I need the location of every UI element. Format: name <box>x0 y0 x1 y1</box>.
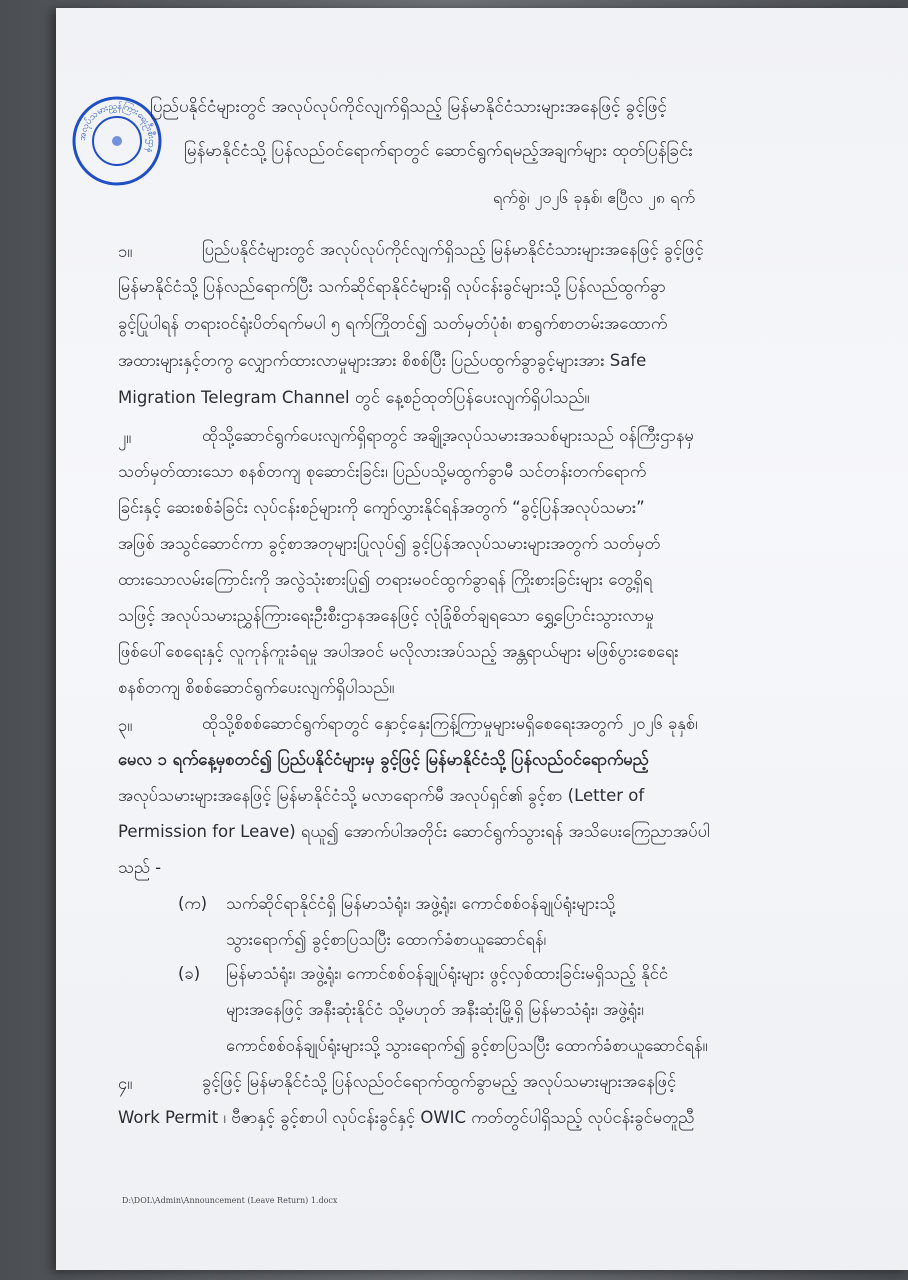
para1-number: ၁။ <box>118 242 133 261</box>
para2-line: ခြင်းနှင့် ဆေးစစ်ခံခြင်း လုပ်ငန်းစဉ်များကို ကျော်လွှားနိုင်ရန်အတွက် “ခွင့်ပြန်အလုပ်သမား” <box>118 498 645 517</box>
para1-line: ခွင့်ပြုပါရန် တရားဝင်ရုံးပိတ်ရက်မပါ ၅ ရက်ကြိုတင်၍ သတ်မှတ်ပုံစံ၊ စာရွက်စာတမ်းအထောက် <box>118 314 668 333</box>
svg-text:အလုပ်သမားညွှန်ကြားရေးဦးစီးဌာန: အလုပ်သမားညွှန်ကြားရေးဦးစီးဌာန <box>77 101 157 155</box>
para2-line: စနစ်တကျ စိစစ်ဆောင်ရွက်ပေးလျက်ရှိပါသည်။ <box>118 678 395 697</box>
list-item-line: သွားရောက်၍ ခွင့်စာပြသပြီး ထောက်ခံစာယူဆောင်ရန်၊ <box>226 930 547 949</box>
file-path-footer: D:\DOL\Admin\Announcement (Leave Return) 1.docx <box>122 1196 338 1205</box>
para4-number: ၄။ <box>118 1074 133 1093</box>
para3-line: ထိုသို့စိစစ်ဆောင်ရွက်ရာတွင် နှောင့်နှေးကြန့်ကြာမှုများမရှိစေရေးအတွက် ၂၀၂၆ ခုနှစ်၊ <box>202 714 698 733</box>
para1-line: အထားများနှင့်တကွ လျှောက်ထားလာမှုများအား စိစစ်ပြီး ပြည်ပထွက်ခွာခွင့်များအား Safe <box>118 351 647 370</box>
para4-line: ခွင့်ဖြင့် မြန်မာနိုင်ငံသို့ ပြန်လည်ဝင်ရောက်ထွက်ခွာမည့် အလုပ်သမားများအနေဖြင့် <box>202 1072 677 1091</box>
para4-line: Work Permit ၊ ဗီဇာနှင့် ခွင့်စာပါ လုပ်ငန်းခွင်နှင့် OWIC ကတ်တွင်ပါရှိသည့် လုပ်ငန်းခွင်မတူညီ <box>118 1108 695 1127</box>
para3-line: အလုပ်သမားများအနေဖြင့် မြန်မာနိုင်ငံသို့ မလာရောက်မီ အလုပ်ရှင်၏ ခွင့်စာ (Letter of <box>118 786 645 805</box>
para2-line: ထိုသို့ဆောင်ရွက်ပေးလျက်ရှိရာတွင် အချို့အလုပ်သမားအသစ်များသည် ဝန်ကြီးဌာနမှ <box>202 426 694 445</box>
list-item-label: (က) <box>178 894 208 913</box>
para3-line: မေလ ၁ ရက်နေ့မှစတင်၍ ပြည်ပနိုင်ငံများမှ ခွင့်ဖြင့် မြန်မာနိုင်ငံသို့ ပြန်လည်ဝင်ရောက်မည့် <box>118 750 649 769</box>
document-title-line-2: မြန်မာနိုင်ငံသို့ ပြန်လည်ဝင်ရောက်ရာတွင် ဆောင်ရွက်ရမည့်အချက်များ ထုတ်ပြန်ခြင်း <box>184 141 693 161</box>
para1-line: Migration Telegram Channel တွင် နေ့စဉ်ထုတ်ပြန်ပေးလျက်ရှိပါသည်။ <box>118 388 590 407</box>
list-item-line: ကောင်စစ်ဝန်ချုပ်ရုံးများသို့ သွားရောက်၍ ခွင့်စာပြသပြီး ထောက်ခံစာယူဆောင်ရန်။ <box>226 1036 708 1055</box>
list-item-line: များအနေဖြင့် အနီးဆုံးနိုင်ငံ သို့မဟုတ် အနီးဆုံးမြို့ရှိ မြန်မာသံရုံး၊ အဖွဲ့ရုံး၊ <box>226 1000 644 1019</box>
official-seal-icon <box>72 96 162 186</box>
document-date: ရက်စွဲ၊ ၂၀၂၆ ခုနှစ်၊ ဧပြီလ ၂၈ ရက် <box>493 188 695 207</box>
para2-number: ၂။ <box>118 428 132 447</box>
para2-line: သတ်မှတ်ထားသော စနစ်တကျ စုဆောင်းခြင်း၊ ပြည်ပသို့မထွက်ခွာမီ သင်တန်းတက်ရောက် <box>118 462 647 481</box>
list-item-line: သက်ဆိုင်ရာနိုင်ငံရှိ မြန်မာသံရုံး၊ အဖွဲ့ရုံး၊ ကောင်စစ်ဝန်ချုပ်ရုံးများသို့ <box>226 894 616 913</box>
para2-line: အဖြစ် အသွင်ဆောင်ကာ ခွင့်စာအတုများပြုလုပ်၍ ခွင့်ပြန်အလုပ်သမားများအတွက် သတ်မှတ် <box>118 534 661 553</box>
para1-line: မြန်မာနိုင်ငံသို့ ပြန်လည်ရောက်ပြီး သက်ဆိုင်ရာနိုင်ငံများရှိ လုပ်ငန်းခွင်များသို့ ပြန်လည်ထွက်ခွာ <box>118 277 666 296</box>
document-title-line-1: ပြည်ပနိုင်ငံများတွင် အလုပ်လုပ်ကိုင်လျက်ရှိသည့် မြန်မာနိုင်ငံသားများအနေဖြင့် ခွင့်ဖြင့် <box>150 97 667 117</box>
para3-line: Permission for Leave) ရယူ၍ အောက်ပါအတိုင်း ဆောင်ရွက်သွားရန် အသိပေးကြေညာအပ်ပါ <box>118 822 710 841</box>
para2-line: ဖြစ်ပေါ်စေရေးနှင့် လူကုန်ကူးခံရမှု အပါအဝင် မလိုလားအပ်သည့် အန္တရာယ်များ မဖြစ်ပွားစေရေး <box>118 642 679 661</box>
para3-number: ၃။ <box>118 716 133 735</box>
list-item-label: (ခ) <box>178 964 201 983</box>
para1-line: ပြည်ပနိုင်ငံများတွင် အလုပ်လုပ်ကိုင်လျက်ရှိသည့် မြန်မာနိုင်ငံသားများအနေဖြင့် ခွင့်ဖြင့် <box>202 240 704 259</box>
para2-line: ထားသောလမ်းကြောင်းကို အလွဲသုံးစားပြု၍ တရားမဝင်ထွက်ခွာရန် ကြိုးစားခြင်းများ တွေ့ရှိရ <box>118 570 653 589</box>
para2-line: သဖြင့် အလုပ်သမားညွှန်ကြားရေးဦးစီးဌာနအနေဖြင့် လုံခြုံစိတ်ချရသော ရွှေ့ပြောင်းသွားလာမှု <box>118 606 654 625</box>
para3-line: သည် - <box>118 858 162 877</box>
list-item-line: မြန်မာသံရုံး၊ အဖွဲ့ရုံး၊ ကောင်စစ်ဝန်ချုပ်ရုံးများ ဖွင့်လှစ်ထားခြင်းမရှိသည့် နိုင်ငံ <box>226 964 669 983</box>
